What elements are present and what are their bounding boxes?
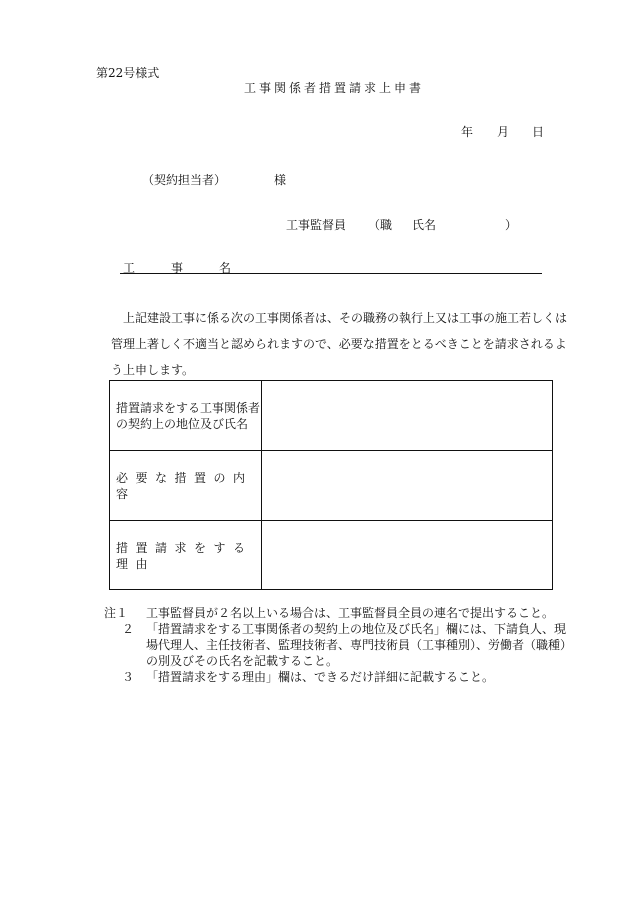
addressee-honorific: 様 [274, 173, 287, 187]
supervisor-name-label: 氏名 [412, 218, 437, 232]
note-number: ２ [122, 622, 135, 636]
document-title: 工事関係者措置請求上申書 [244, 81, 425, 95]
body-text: 上記建設工事に係る次の工事関係者は、その職務の執行上又は工事の施工若しくは管理上著しく不適当と認められますので、必要な措置をとるべきことを請求されるよう上申します。 [111, 311, 568, 377]
reason-field[interactable] [262, 521, 552, 590]
table-row-required-measures [110, 450, 552, 521]
addressee-label: （契約担当者） [142, 173, 227, 187]
form-number: 第22号様式 [96, 66, 160, 80]
project-name-line [120, 273, 542, 274]
note-number: 注１ [104, 606, 129, 620]
note-text: 工事監督員が２名以上いる場合は、工事監督員全員の連名で提出すること。 [146, 606, 555, 620]
target-person-label-line2: の契約上の地位及び氏名 [116, 417, 249, 431]
supervisor-close: ） [505, 218, 518, 232]
table-row-reason [110, 520, 552, 590]
request-table [109, 380, 553, 590]
project-name-label: 工 事 名 [123, 261, 244, 275]
reason-label: 措置請求をする理由 [110, 521, 262, 590]
target-person-field[interactable] [262, 381, 552, 451]
target-person-label-line1: 措置請求をする工事関係者 [116, 401, 261, 415]
required-measures-field[interactable] [262, 451, 552, 521]
date-day-label: 日 [532, 125, 545, 139]
note-item [104, 621, 566, 669]
table-row-target-person [110, 381, 552, 451]
notes [104, 605, 566, 685]
date-year-label: 年 [461, 125, 474, 139]
note-item [104, 669, 566, 685]
note-item [104, 605, 566, 621]
note-number: ３ [122, 670, 135, 684]
supervisor-label: 工事監督員 [286, 218, 347, 232]
date-month-label: 月 [497, 125, 510, 139]
target-person-label [110, 381, 262, 451]
note-text: 「措置請求をする理由」欄は、できるだけ詳細に記載すること。 [146, 670, 495, 684]
note-text: 「措置請求をする工事関係者の契約上の地位及び氏名」欄には、下請負人、現場代理人、主任技術者、監理技術者、専門技術員（工事種別）、労働者（職種）の別及びその氏名を記載すること。 [146, 622, 567, 668]
supervisor-position-open: （職 [368, 218, 393, 232]
required-measures-label: 必要な措置の内容 [110, 451, 262, 521]
